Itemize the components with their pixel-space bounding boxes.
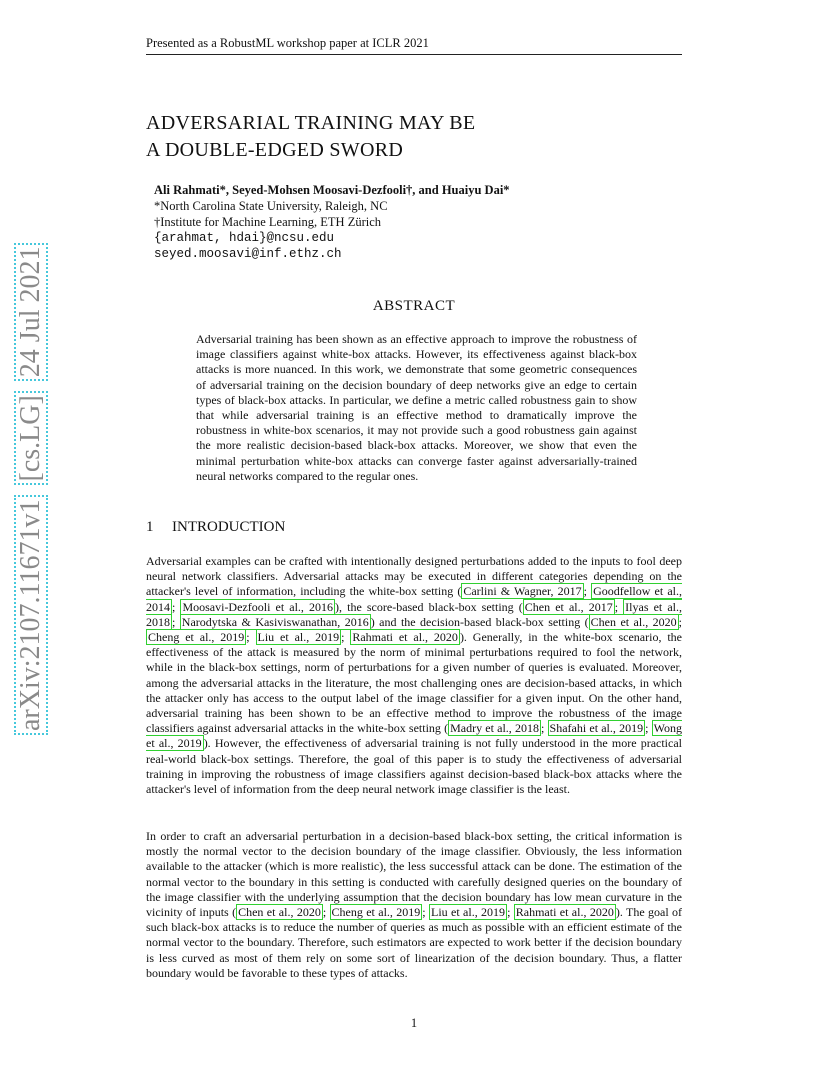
text-run: ;: [422, 905, 429, 920]
text-run: ). Generally, in the white-box scenario, the effectiveness of the attack is measured by the norm of minimal perturbations required to fool the network, while in the black-box settings, norm of perturbations for a given number of queries is evaluated. Moreover, among the adversarial attacks in the literature, the most challenging ones are decision-based attacks, in which the attacker only has access to the output label of the image classifier for a given input. On the other hand, adversarial training has been shown to be an effective method to improve the robustness of the image classifiers against adversarial attacks in the white-box setting (: [146, 630, 682, 736]
citation-link[interactable]: Liu et al., 2019: [430, 905, 506, 920]
citation-link[interactable]: Carlini & Wagner, 2017: [463, 584, 582, 599]
section-heading: [146, 519, 285, 536]
email-2: seyed.moosavi@inf.ethz.ch: [154, 247, 342, 261]
text-run: In order to craft an adversarial perturbation in a decision-based black-box setting, the critical information is mostly the normal vector to the decision boundary of the image classifier. Obviously, the less information available to the attacker (which is more realistic), the less successful attack can be done. The estimation of the normal vector to the boundary in this setting is conducted with carefully designed queries on the boundary of the image classifier with the underlying assumption that the decision boundary has low mean curvature in the vicinity of inputs (: [146, 829, 682, 920]
text-run: ). However, the effectiveness of adversarial training is not fully understood in the more practical real-world black-box settings. Therefore, the goal of this paper is to study the effectiveness of adversarial training in improving the robustness of image classifiers against decision-based black-box attacks where the attacker's level of information from the deep neural network image classifier is the least.: [146, 736, 682, 797]
arxiv-stamp[interactable]: [8, 246, 52, 735]
affiliation-1: *North Carolina State University, Raleigh, NC: [154, 199, 388, 213]
arxiv-id[interactable]: arXiv:2107.11671v1: [14, 496, 48, 736]
arxiv-date[interactable]: 24 Jul 2021: [14, 243, 48, 382]
running-header: Presented as a RobustML workshop paper at ICLR 2021: [146, 36, 682, 55]
arxiv-category[interactable]: [cs.LG]: [14, 391, 48, 485]
citation-link[interactable]: Chen et al., 2020: [238, 905, 321, 920]
text-run: ;: [172, 614, 180, 629]
affiliation-2: †Institute for Machine Learning, ETH Zürich: [154, 215, 382, 229]
text-run: Adversarial examples can be crafted with intentionally designed perturbations added to the inputs to fool deep neural network classifiers. Adversarial attacks may be executed in different categories depending on the attacker's level of information, including the white-box setting (: [146, 554, 682, 599]
citation-link[interactable]: Cheng et al., 2019: [331, 905, 421, 920]
email-1: {arahmat, hdai}@ncsu.edu: [154, 231, 335, 245]
title-line-1: ADVERSARIAL TRAINING MAY BE: [146, 112, 476, 134]
text-run: ), the score-based black-box setting (: [335, 599, 523, 614]
text-run: ;: [583, 584, 592, 599]
citation-link[interactable]: Narodytska & Kasiviswanathan, 2016: [181, 614, 369, 629]
text-run: ). The goal of such black-box attacks is to reduce the number of queries as much as possible with an efficient estimate of the normal vector to the boundary. Therefore, such estimators are expected to work better if the decision boundary is less curved as most of them rely on some sort of linearization of the decision boundary. Thus, a flatter boundary would be favorable to these types of attacks.: [146, 905, 683, 980]
citation-link[interactable]: Ilyas et al., 2018: [146, 599, 682, 629]
citation-link[interactable]: Rahmati et al., 2020: [515, 905, 614, 920]
intro-paragraph-2: [146, 829, 682, 981]
text-run: ;: [172, 599, 181, 614]
citation-link[interactable]: Goodfellow et al., 2014: [146, 584, 682, 614]
paper-title: [146, 110, 686, 164]
section-title: INTRODUCTION: [172, 519, 286, 535]
intro-paragraph-1: [146, 554, 682, 797]
text-run: ) and the decision-based black-box setting (: [370, 614, 589, 629]
citation-link[interactable]: Liu et al., 2019: [257, 630, 340, 645]
text-run: ;: [541, 721, 548, 736]
page-number: 1: [410, 1016, 418, 1030]
citation-link[interactable]: Chen et al., 2020: [590, 614, 677, 629]
citation-link[interactable]: Wong et al., 2019: [146, 721, 682, 751]
citation-link[interactable]: Rahmati et al., 2020: [352, 630, 458, 645]
title-line-2: A DOUBLE-EDGED SWORD: [146, 139, 404, 161]
citation-link[interactable]: Madry et al., 2018: [450, 721, 539, 736]
citation-link[interactable]: Chen et al., 2017: [524, 599, 613, 614]
citation-link[interactable]: Shafahi et al., 2019: [549, 721, 644, 736]
author-block: [154, 182, 674, 262]
text-run: ;: [678, 614, 682, 629]
text-run: ;: [614, 599, 624, 614]
section-number: 1: [146, 519, 154, 535]
abstract-heading: ABSTRACT: [372, 298, 456, 314]
citation-link[interactable]: Cheng et al., 2019: [148, 630, 245, 645]
abstract-text: Adversarial training has been shown as an effective approach to improve the robustness of image classifiers against white-box attacks. However, its effectiveness against black-box attacks is more nuanced. In this work, we demonstrate that some geometric consequences of adversarial training on the decision boundary of deep networks give an edge to certain types of black-box attacks. In particular, we define a metric called robustness gain to show that while adversarial training is an effective method to dramatically improve the robustness in white-box scenarios, it may not provide such a good robustness gain against the more realistic decision-based black-box attacks. Moreover, we show that even the minimal perturbation white-box attacks can converge faster against adversarially-trained neural networks compared to the regular ones.: [196, 332, 637, 483]
text-run: ;: [246, 630, 256, 645]
text-run: ;: [645, 721, 652, 736]
text-run: ;: [322, 905, 330, 920]
citation-link[interactable]: Moosavi-Dezfooli et al., 2016: [182, 599, 334, 614]
text-run: ;: [507, 905, 514, 920]
author-names: Ali Rahmati*, Seyed-Mohsen Moosavi-Dezfooli†, and Huaiyu Dai*: [154, 183, 510, 197]
text-run: ;: [341, 630, 351, 645]
